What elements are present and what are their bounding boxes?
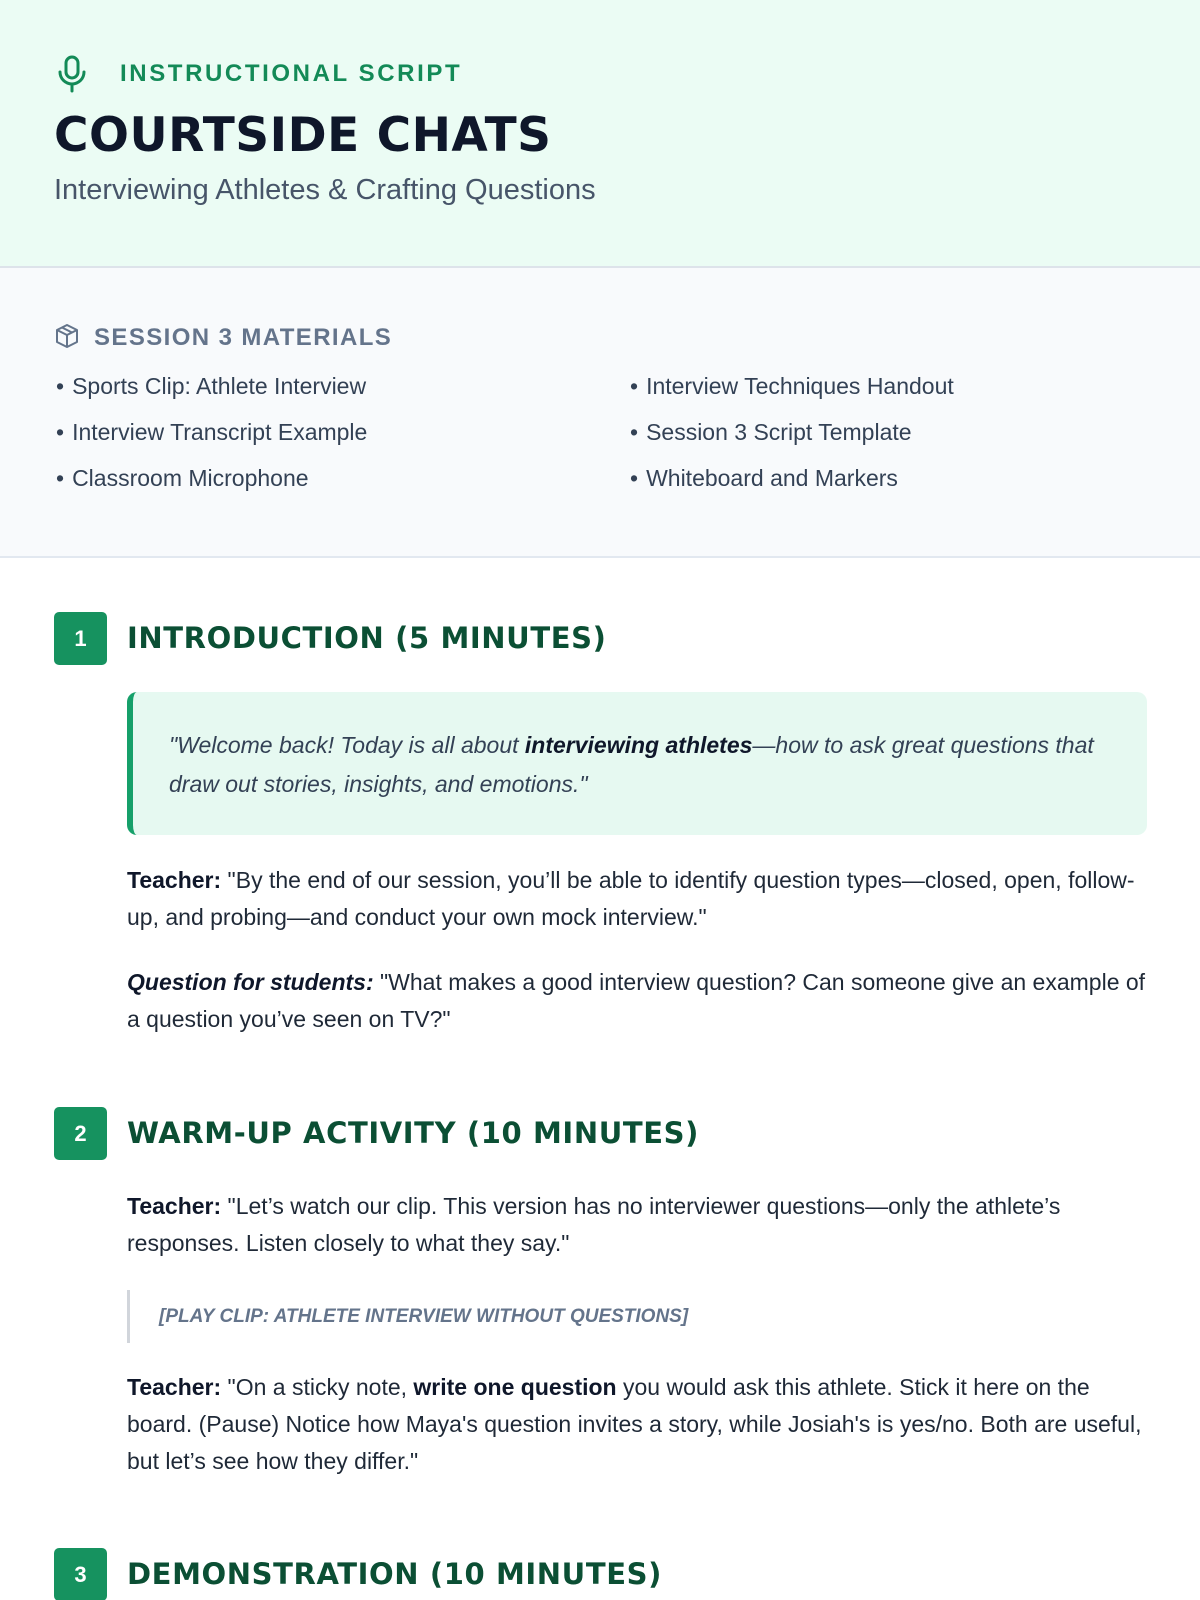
section-number-badge: 2 [54,1107,107,1160]
speaker-label: Teacher: [127,1193,222,1219]
teacher-line [127,1369,1157,1480]
teacher-text: "By the end of our session, you’ll be able to identify question types—closed, open, follow-up, and probing—and conduct your own mock interview." [127,867,1135,930]
header [0,0,1200,268]
teacher-line [127,1188,1157,1262]
materials-item: • Interview Techniques Handout [630,370,954,402]
page-subtitle: Interviewing Athletes & Crafting Questions [54,174,596,206]
teacher-text: "On a sticky note, [221,1374,414,1400]
section-title: DEMONSTRATION (10 MINUTES) [127,1557,662,1591]
materials-heading [54,320,392,356]
microphone-icon [54,54,90,94]
opening-quote [127,692,1147,835]
materials-item: • Interview Transcript Example [56,416,367,448]
section-title: WARM-UP ACTIVITY (10 MINUTES) [127,1116,699,1150]
stage-direction: [PLAY CLIP: ATHLETE INTERVIEW WITHOUT QUESTIONS] [127,1290,827,1343]
quote-emphasis: interviewing athletes [524,732,753,758]
eyebrow-label: INSTRUCTIONAL SCRIPT [120,60,463,87]
teacher-text: "Let’s watch our clip. This version has no interviewer questions—only the athlete’s responses. Listen closely to what they say." [127,1193,1061,1256]
speaker-label: Teacher: [127,867,222,893]
package-icon [54,323,80,354]
teacher-emphasis: write one question [413,1374,617,1400]
page-title: COURTSIDE CHATS [54,108,552,163]
question-label: Question for students: [127,969,374,995]
materials-heading-label: SESSION 3 MATERIALS [94,324,393,351]
materials-item: • Session 3 Script Template [630,416,912,448]
materials-panel [0,268,1200,558]
quote-text: —how to ask great questions that draw out stories, insights, and emotions." [169,732,1094,797]
speaker-label: Teacher: [127,1374,222,1400]
materials-item: • Whiteboard and Markers [630,462,898,494]
section-number-badge: 3 [54,1548,107,1600]
teacher-text: you would ask this athlete. Stick it here on the board. (Pause) Notice how Maya's question invites a story, while Josiah's is yes/no. Both are useful, but let’s see how they differ." [127,1374,1142,1474]
section-number-badge: 1 [54,612,107,665]
question-text: "What makes a good interview question? Can someone give an example of a question you’ve seen on TV?" [127,969,1146,1032]
teacher-line [127,862,1157,936]
quote-text: "Welcome back! Today is all about [169,732,525,758]
section-title: INTRODUCTION (5 MINUTES) [127,621,607,655]
materials-item: • Classroom Microphone [56,462,309,494]
materials-item: • Sports Clip: Athlete Interview [56,370,366,402]
student-question [127,964,1157,1038]
eyebrow [54,54,462,94]
